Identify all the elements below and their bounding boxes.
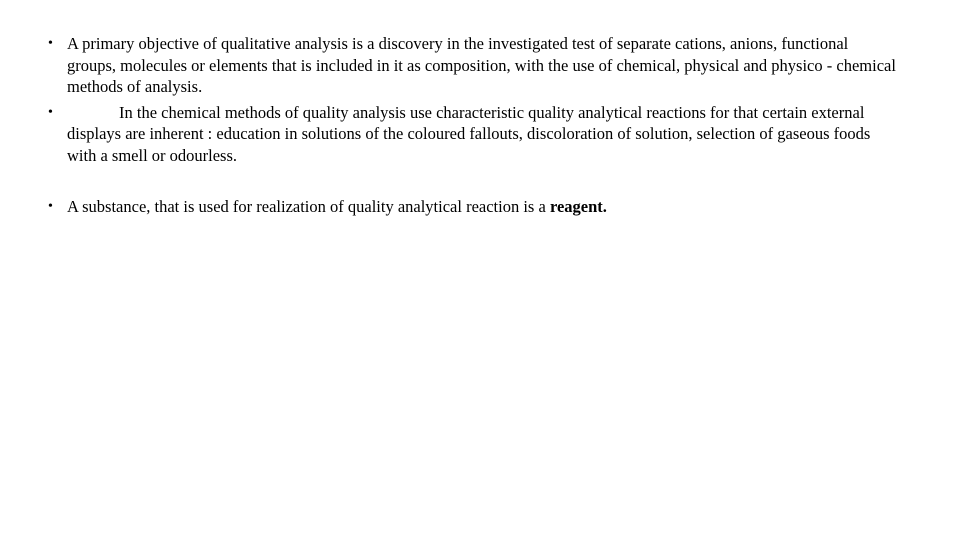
bullet-item-qualitative-objective	[48, 33, 898, 98]
bullet-item-reagent-definition	[48, 196, 898, 218]
bullet-item-chemical-methods	[48, 102, 898, 167]
bullet-text: In the chemical methods of quality analysis use characteristic quality analytical reactions for that certain external displays are inherent : education in solutions of the coloured fallouts, discoloration of solution, selection of gaseous foods with a smell or odourless.	[67, 102, 871, 165]
bullet-icon: •	[48, 36, 53, 51]
bullet-text: A primary objective of qualitative analysis is a discovery in the investigated test of separate cations, anions, functional groups, molecules or elements that is included in it as composition, with the use of chemical, physical and physico - chemical methods of analysis.	[67, 34, 896, 96]
bullet-text: A substance, that is used for realization of quality analytical reaction is a	[67, 197, 550, 216]
bullet-list	[48, 33, 898, 218]
bullet-icon: •	[48, 199, 53, 214]
reagent-term: reagent.	[549, 197, 607, 216]
bullet-icon: •	[48, 104, 53, 120]
